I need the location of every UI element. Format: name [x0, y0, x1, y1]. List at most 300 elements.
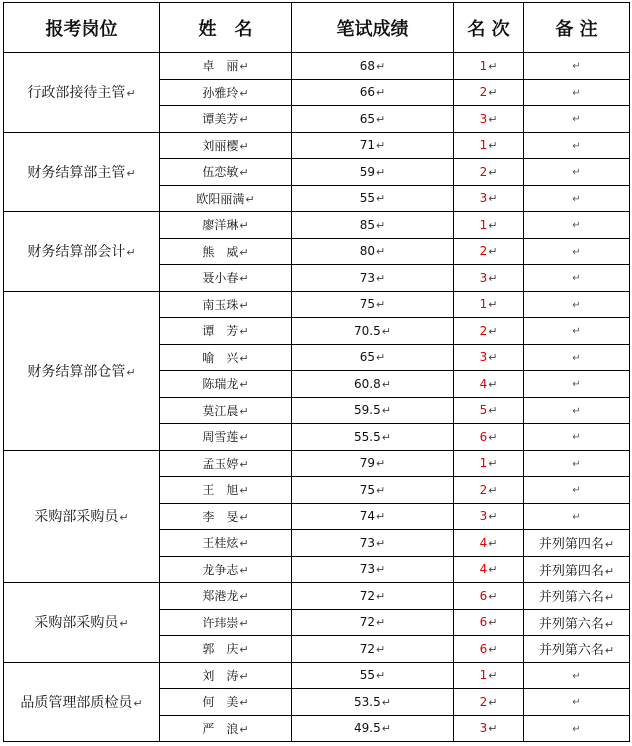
post-cell	[4, 662, 160, 742]
rank-cell	[454, 159, 524, 186]
rank-text: 1	[479, 138, 488, 153]
rank-text: 3	[479, 191, 488, 206]
score-cell	[292, 291, 454, 318]
return-mark-icon: ↵	[126, 87, 136, 101]
score-cell	[292, 185, 454, 212]
return-mark-icon: ↵	[119, 511, 129, 525]
note-cell	[524, 344, 630, 371]
note-cell	[524, 185, 630, 212]
name-cell	[160, 265, 292, 292]
score-text: 66	[359, 85, 376, 100]
return-mark-icon: ↵	[239, 484, 249, 498]
header-row	[4, 3, 630, 53]
rank-cell	[454, 212, 524, 239]
return-mark-icon: ↵	[572, 246, 581, 258]
name-text: 谭美芳	[202, 112, 239, 127]
score-text: 49.5	[354, 721, 381, 736]
name-cell	[160, 106, 292, 133]
name-text: 南玉珠	[202, 297, 239, 312]
note-cell	[524, 397, 630, 424]
rank-text: 1	[479, 58, 488, 73]
score-cell	[292, 212, 454, 239]
rank-text: 5	[479, 403, 488, 418]
score-cell	[292, 689, 454, 716]
note-text: 并列第四名	[538, 537, 604, 553]
note-text: 并列第六名	[538, 616, 604, 632]
return-mark-icon: ↵	[572, 220, 581, 232]
name-text: 莫江晨	[202, 403, 239, 418]
score-text: 65	[359, 111, 376, 126]
return-mark-icon: ↵	[239, 272, 249, 286]
name-cell	[160, 609, 292, 636]
note-cell	[524, 583, 630, 610]
score-cell	[292, 132, 454, 159]
return-mark-icon: ↵	[376, 218, 386, 232]
return-mark-icon: ↵	[488, 589, 498, 603]
return-mark-icon: ↵	[488, 430, 498, 444]
return-mark-icon: ↵	[239, 696, 249, 710]
rank-text: 2	[479, 85, 488, 100]
note-cell	[524, 79, 630, 106]
return-mark-icon: ↵	[381, 324, 391, 338]
return-mark-icon: ↵	[239, 113, 249, 127]
note-text: 并列第六名	[538, 590, 604, 606]
note-text: 并列第六名	[538, 643, 604, 659]
score-cell	[292, 662, 454, 689]
score-text: 73	[359, 270, 376, 285]
return-mark-icon: ↵	[239, 351, 249, 365]
rank-text: 4	[479, 376, 488, 391]
return-mark-icon: ↵	[239, 510, 249, 524]
rank-text: 6	[479, 615, 488, 630]
rank-cell	[454, 583, 524, 610]
score-cell	[292, 583, 454, 610]
note-cell	[524, 609, 630, 636]
return-mark-icon: ↵	[572, 61, 581, 73]
table-body	[4, 53, 630, 742]
score-cell	[292, 450, 454, 477]
return-mark-icon: ↵	[239, 537, 249, 551]
return-mark-icon: ↵	[376, 457, 386, 471]
return-mark-icon: ↵	[572, 485, 581, 497]
ranking-table	[3, 2, 630, 742]
return-mark-icon: ↵	[239, 60, 249, 74]
rank-cell	[454, 106, 524, 133]
score-text: 71	[359, 138, 376, 153]
rank-text: 4	[479, 562, 488, 577]
return-mark-icon: ↵	[572, 405, 581, 417]
rank-cell	[454, 397, 524, 424]
rank-cell	[454, 53, 524, 80]
return-mark-icon: ↵	[239, 166, 249, 180]
note-cell	[524, 371, 630, 398]
score-text: 80	[359, 244, 376, 259]
name-cell	[160, 371, 292, 398]
return-mark-icon: ↵	[604, 617, 615, 631]
return-mark-icon: ↵	[239, 86, 249, 100]
return-mark-icon: ↵	[488, 218, 498, 232]
rank-cell	[454, 185, 524, 212]
name-cell	[160, 530, 292, 557]
return-mark-icon: ↵	[488, 695, 498, 709]
score-text: 59	[359, 164, 376, 179]
rank-text: 3	[479, 111, 488, 126]
rank-cell	[454, 265, 524, 292]
return-mark-icon: ↵	[488, 192, 498, 206]
rank-text: 6	[479, 429, 488, 444]
return-mark-icon: ↵	[239, 722, 249, 736]
return-mark-icon: ↵	[376, 563, 386, 577]
rank-text: 2	[479, 482, 488, 497]
rank-text: 3	[479, 350, 488, 365]
note-cell	[524, 715, 630, 742]
score-cell	[292, 530, 454, 557]
return-mark-icon: ↵	[604, 538, 615, 552]
rank-cell	[454, 344, 524, 371]
name-cell	[160, 132, 292, 159]
rank-text: 1	[479, 668, 488, 683]
return-mark-icon: ↵	[488, 510, 498, 524]
return-mark-icon: ↵	[572, 326, 581, 338]
name-text: 李 旻	[202, 509, 239, 524]
score-text: 65	[359, 350, 376, 365]
name-cell	[160, 715, 292, 742]
name-text: 许玮崇	[202, 615, 239, 630]
note-cell	[524, 318, 630, 345]
return-mark-icon: ↵	[133, 696, 143, 710]
rank-cell	[454, 636, 524, 663]
return-mark-icon: ↵	[488, 563, 498, 577]
return-mark-icon: ↵	[604, 591, 615, 605]
name-text: 何 美	[202, 695, 239, 710]
return-mark-icon: ↵	[572, 458, 581, 470]
return-mark-icon: ↵	[572, 193, 581, 205]
rank-cell	[454, 318, 524, 345]
header-note: 备 注	[524, 3, 630, 53]
return-mark-icon: ↵	[239, 643, 249, 657]
return-mark-icon: ↵	[572, 167, 581, 179]
table-row	[4, 583, 630, 610]
return-mark-icon: ↵	[381, 430, 391, 444]
post-cell	[4, 212, 160, 292]
return-mark-icon: ↵	[381, 722, 391, 736]
note-cell	[524, 212, 630, 239]
return-mark-icon: ↵	[376, 165, 386, 179]
score-text: 73	[359, 562, 376, 577]
score-text: 73	[359, 535, 376, 550]
return-mark-icon: ↵	[376, 245, 386, 259]
return-mark-icon: ↵	[572, 511, 581, 523]
score-cell	[292, 636, 454, 663]
post-cell	[4, 53, 160, 133]
name-cell	[160, 159, 292, 186]
note-cell	[524, 132, 630, 159]
return-mark-icon: ↵	[488, 669, 498, 683]
name-text: 陈瑞龙	[202, 377, 239, 392]
name-cell	[160, 636, 292, 663]
return-mark-icon: ↵	[376, 589, 386, 603]
return-mark-icon: ↵	[488, 377, 498, 391]
score-cell	[292, 344, 454, 371]
rank-text: 1	[479, 217, 488, 232]
return-mark-icon: ↵	[572, 299, 581, 311]
score-cell	[292, 238, 454, 265]
return-mark-icon: ↵	[239, 457, 249, 471]
name-cell	[160, 397, 292, 424]
return-mark-icon: ↵	[239, 325, 249, 339]
return-mark-icon: ↵	[572, 670, 581, 682]
rank-cell	[454, 503, 524, 530]
rank-cell	[454, 715, 524, 742]
name-cell	[160, 583, 292, 610]
name-text: 龙争志	[202, 562, 239, 577]
header-post: 报考岗位	[4, 3, 160, 53]
table-row	[4, 212, 630, 239]
rank-cell	[454, 132, 524, 159]
return-mark-icon: ↵	[239, 378, 249, 392]
note-cell	[524, 424, 630, 451]
rank-cell	[454, 371, 524, 398]
note-cell	[524, 106, 630, 133]
name-text: 伍恋敏	[202, 165, 239, 180]
name-text: 卓 丽	[202, 59, 239, 74]
score-text: 74	[359, 509, 376, 524]
header-rank: 名 次	[454, 3, 524, 53]
score-text: 68	[359, 58, 376, 73]
return-mark-icon: ↵	[119, 617, 129, 631]
post-cell	[4, 132, 160, 212]
name-cell	[160, 424, 292, 451]
score-cell	[292, 397, 454, 424]
return-mark-icon: ↵	[376, 642, 386, 656]
name-cell	[160, 79, 292, 106]
note-cell	[524, 503, 630, 530]
name-text: 严 浪	[202, 721, 239, 736]
post-label: 行政部接待主管	[27, 85, 126, 102]
post-label: 品质管理部质检员	[20, 694, 133, 711]
name-cell	[160, 238, 292, 265]
name-text: 周雪莲	[202, 430, 239, 445]
return-mark-icon: ↵	[572, 114, 581, 126]
return-mark-icon: ↵	[488, 616, 498, 630]
return-mark-icon: ↵	[381, 404, 391, 418]
return-mark-icon: ↵	[572, 432, 581, 444]
return-mark-icon: ↵	[488, 165, 498, 179]
rank-text: 3	[479, 509, 488, 524]
name-cell	[160, 689, 292, 716]
return-mark-icon: ↵	[381, 377, 391, 391]
rank-cell	[454, 530, 524, 557]
note-cell	[524, 636, 630, 663]
note-cell	[524, 662, 630, 689]
note-cell	[524, 238, 630, 265]
return-mark-icon: ↵	[126, 166, 136, 180]
return-mark-icon: ↵	[488, 245, 498, 259]
rank-text: 3	[479, 270, 488, 285]
score-text: 60.8	[354, 376, 381, 391]
return-mark-icon: ↵	[239, 616, 249, 630]
score-cell	[292, 79, 454, 106]
score-cell	[292, 371, 454, 398]
return-mark-icon: ↵	[572, 87, 581, 99]
name-text: 王桂炫	[202, 536, 239, 551]
score-text: 59.5	[354, 403, 381, 418]
name-cell	[160, 477, 292, 504]
rank-cell	[454, 662, 524, 689]
return-mark-icon: ↵	[488, 298, 498, 312]
post-cell	[4, 583, 160, 663]
return-mark-icon: ↵	[488, 86, 498, 100]
rank-text: 2	[479, 323, 488, 338]
return-mark-icon: ↵	[126, 365, 136, 379]
return-mark-icon: ↵	[239, 404, 249, 418]
name-cell	[160, 344, 292, 371]
return-mark-icon: ↵	[376, 510, 386, 524]
return-mark-icon: ↵	[376, 112, 386, 126]
note-cell	[524, 689, 630, 716]
return-mark-icon: ↵	[239, 431, 249, 445]
return-mark-icon: ↵	[604, 564, 615, 578]
return-mark-icon: ↵	[572, 140, 581, 152]
return-mark-icon: ↵	[239, 563, 249, 577]
score-text: 55.5	[354, 429, 381, 444]
post-label: 财务结算部主管	[27, 164, 126, 181]
rank-text: 1	[479, 297, 488, 312]
name-text: 聂小春	[202, 271, 239, 286]
score-cell	[292, 106, 454, 133]
return-mark-icon: ↵	[572, 723, 581, 735]
rank-text: 2	[479, 244, 488, 259]
score-text: 72	[359, 641, 376, 656]
return-mark-icon: ↵	[239, 219, 249, 233]
name-cell	[160, 212, 292, 239]
return-mark-icon: ↵	[239, 139, 249, 153]
score-cell	[292, 424, 454, 451]
rank-cell	[454, 238, 524, 265]
post-cell	[4, 291, 160, 450]
note-cell	[524, 556, 630, 583]
table-row	[4, 53, 630, 80]
name-cell	[160, 503, 292, 530]
note-cell	[524, 291, 630, 318]
header-name: 姓 名	[160, 3, 292, 53]
name-text: 刘 涛	[202, 668, 239, 683]
return-mark-icon: ↵	[376, 59, 386, 73]
return-mark-icon: ↵	[572, 697, 581, 709]
score-text: 75	[359, 297, 376, 312]
name-cell	[160, 662, 292, 689]
return-mark-icon: ↵	[488, 139, 498, 153]
post-label: 采购部采购员	[34, 509, 119, 526]
name-text: 郑港龙	[202, 589, 239, 604]
rank-cell	[454, 424, 524, 451]
return-mark-icon: ↵	[488, 457, 498, 471]
return-mark-icon: ↵	[488, 324, 498, 338]
note-cell	[524, 159, 630, 186]
post-label: 财务结算部仓管	[27, 363, 126, 380]
name-cell	[160, 291, 292, 318]
score-cell	[292, 318, 454, 345]
note-cell	[524, 53, 630, 80]
return-mark-icon: ↵	[376, 86, 386, 100]
name-cell	[160, 53, 292, 80]
return-mark-icon: ↵	[488, 271, 498, 285]
return-mark-icon: ↵	[376, 616, 386, 630]
score-cell	[292, 556, 454, 583]
name-text: 王 旭	[202, 483, 239, 498]
table-row	[4, 662, 630, 689]
return-mark-icon: ↵	[376, 192, 386, 206]
table-row	[4, 291, 630, 318]
rank-text: 6	[479, 588, 488, 603]
score-text: 79	[359, 456, 376, 471]
return-mark-icon: ↵	[376, 351, 386, 365]
rank-text: 2	[479, 694, 488, 709]
rank-cell	[454, 477, 524, 504]
table-row	[4, 450, 630, 477]
note-text: 并列第四名	[538, 563, 604, 579]
name-text: 郭 庆	[202, 642, 239, 657]
rank-cell	[454, 450, 524, 477]
return-mark-icon: ↵	[488, 722, 498, 736]
header-score: 笔试成绩	[292, 3, 454, 53]
return-mark-icon: ↵	[572, 273, 581, 285]
return-mark-icon: ↵	[245, 192, 255, 206]
rank-cell	[454, 556, 524, 583]
score-cell	[292, 715, 454, 742]
return-mark-icon: ↵	[239, 669, 249, 683]
return-mark-icon: ↵	[126, 246, 136, 260]
name-cell	[160, 185, 292, 212]
return-mark-icon: ↵	[376, 139, 386, 153]
return-mark-icon: ↵	[239, 245, 249, 259]
return-mark-icon: ↵	[239, 298, 249, 312]
rank-cell	[454, 689, 524, 716]
name-text: 熊 威	[202, 244, 239, 259]
return-mark-icon: ↵	[376, 483, 386, 497]
name-text: 孟玉婷	[202, 456, 239, 471]
score-text: 55	[359, 191, 376, 206]
score-cell	[292, 477, 454, 504]
name-cell	[160, 450, 292, 477]
name-text: 欧阳丽满	[196, 191, 245, 206]
score-cell	[292, 503, 454, 530]
return-mark-icon: ↵	[488, 642, 498, 656]
return-mark-icon: ↵	[604, 644, 615, 658]
return-mark-icon: ↵	[572, 352, 581, 364]
note-cell	[524, 265, 630, 292]
return-mark-icon: ↵	[488, 404, 498, 418]
rank-text: 1	[479, 456, 488, 471]
rank-text: 4	[479, 535, 488, 550]
name-text: 孙雅玲	[202, 85, 239, 100]
rank-text: 2	[479, 164, 488, 179]
post-cell	[4, 450, 160, 583]
post-label: 采购部采购员	[34, 615, 119, 632]
name-text: 谭 芳	[202, 324, 239, 339]
note-cell	[524, 450, 630, 477]
return-mark-icon: ↵	[376, 271, 386, 285]
return-mark-icon: ↵	[488, 351, 498, 365]
score-text: 72	[359, 588, 376, 603]
score-text: 55	[359, 668, 376, 683]
return-mark-icon: ↵	[376, 298, 386, 312]
return-mark-icon: ↵	[488, 483, 498, 497]
score-text: 75	[359, 482, 376, 497]
rank-cell	[454, 79, 524, 106]
rank-cell	[454, 291, 524, 318]
return-mark-icon: ↵	[572, 379, 581, 391]
